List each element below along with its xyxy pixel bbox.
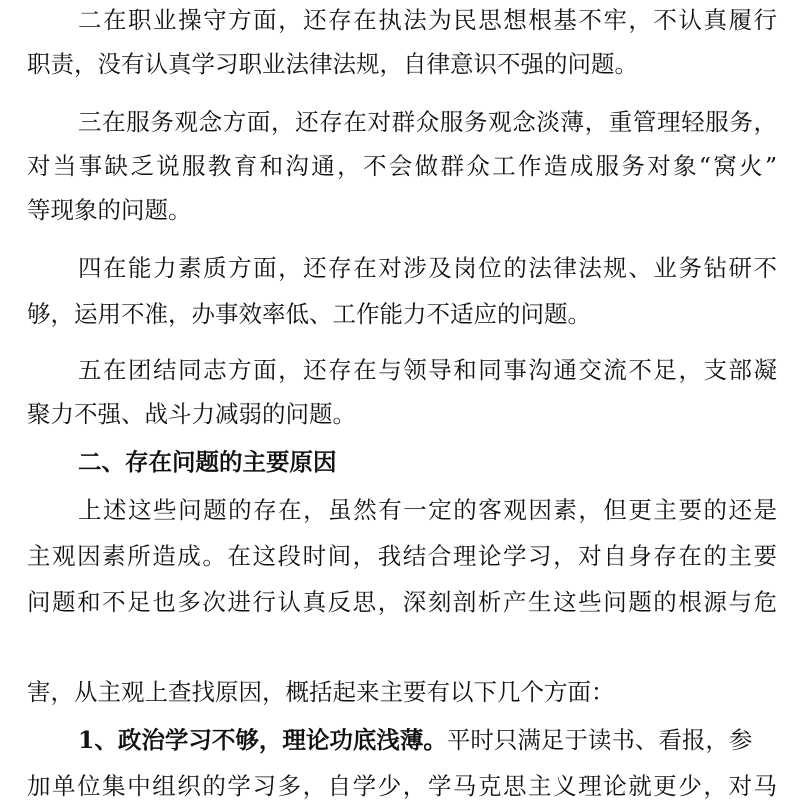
paragraph-line: 职责，没有认真学习职业法律法规，自律意识不强的问题。 — [27, 50, 638, 78]
paragraph-line — [78, 725, 777, 755]
paragraph-line: 聚力不强、战斗力减弱的问题。 — [27, 400, 356, 428]
paragraph-line: 上述这些问题的存在，虽然有一定的客观因素，但更主要的还是 — [78, 496, 777, 524]
paragraph-line: 加单位集中组织的学习多，自学少，学马克思主义理论就更少，对马 — [27, 772, 777, 800]
paragraph-text: 平时只满足于读书、看报，参 — [446, 726, 753, 754]
paragraph-line: 二在职业操守方面，还存在执法为民思想根基不牢，不认真履行 — [78, 6, 777, 34]
section-heading: 二、存在问题的主要原因 — [78, 448, 337, 476]
paragraph-line: 害，从主观上查找原因，概括起来主要有以下几个方面： — [27, 678, 615, 706]
paragraph-line: 五在团结同志方面，还存在与领导和同事沟通交流不足，支部凝 — [78, 356, 777, 384]
paragraph-line: 四在能力素质方面，还存在对涉及岗位的法律法规、业务钻研不 — [78, 254, 777, 282]
paragraph-line: 三在服务观念方面，还存在对群众服务观念淡薄，重管理轻服务， — [78, 108, 777, 136]
paragraph-line: 主观因素所造成。在这段时间，我结合理论学习，对自身存在的主要 — [27, 542, 777, 570]
paragraph-line: 等现象的问题。 — [27, 196, 192, 224]
bold-lead: 1、政治学习不够，理论功底浅薄。 — [78, 726, 447, 754]
paragraph-line: 问题和不足也多次进行认真反思，深刻剖析产生这些问题的根源与危 — [27, 588, 777, 616]
paragraph-line: 对当事缺乏说服教育和沟通，不会做群众工作造成服务对象“窝火” — [27, 152, 777, 180]
paragraph-line: 够，运用不准，办事效率低、工作能力不适应的问题。 — [27, 300, 591, 328]
